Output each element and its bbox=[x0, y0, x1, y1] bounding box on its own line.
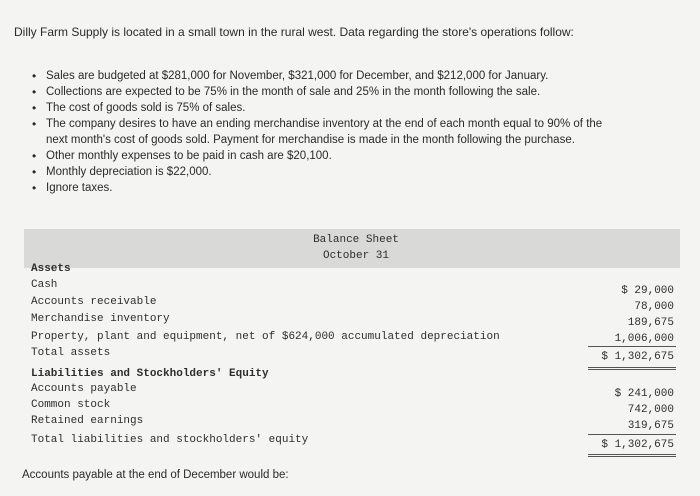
list-item: • Collections are expected to be 75% in the month of sale and 25% in the month following the sale. bbox=[30, 84, 650, 100]
accounts-receivable-label: Accounts receivable bbox=[31, 296, 157, 308]
total-liabilities-equity-label: Total liabilities and stockholders' equity bbox=[31, 434, 309, 446]
list-item: • The cost of goods sold is 75% of sales. bbox=[30, 100, 650, 116]
list-item: • Ignore taxes. bbox=[30, 180, 650, 196]
ppe-value: 1,006,000 bbox=[614, 333, 674, 345]
subtotal-rule bbox=[588, 346, 676, 347]
assumption-list bbox=[30, 68, 650, 196]
assets-heading: Assets bbox=[31, 263, 71, 275]
total-liabilities-equity-value: $ 1,302,675 bbox=[601, 439, 674, 451]
total-assets-label: Total assets bbox=[31, 347, 111, 359]
total-le-double-rule bbox=[588, 454, 676, 457]
subtotal-rule bbox=[588, 434, 676, 435]
balance-sheet-header bbox=[24, 229, 680, 268]
common-stock-label: Common stock bbox=[31, 399, 111, 411]
accounts-payable-value: $ 241,000 bbox=[614, 388, 674, 400]
accounts-payable-label: Accounts payable bbox=[31, 383, 137, 395]
total-assets-value: $ 1,302,675 bbox=[601, 351, 674, 363]
question-prompt: Accounts payable at the end of December would be: bbox=[22, 469, 289, 481]
balance-sheet-date: October 31 bbox=[322, 250, 389, 262]
balance-sheet-title: Balance Sheet bbox=[313, 234, 399, 246]
cash-value: $ 29,000 bbox=[621, 285, 674, 297]
list-item: • The company desires to have an ending merchandise inventory at the end of each month equal to 90% of the bbox=[30, 116, 650, 132]
total-assets-double-rule bbox=[588, 367, 676, 370]
list-item: • Sales are budgeted at $281,000 for November, $321,000 for December, and $212,000 for January. bbox=[30, 68, 650, 84]
retained-earnings-value: 319,675 bbox=[627, 420, 674, 432]
inventory-label: Merchandise inventory bbox=[31, 313, 170, 325]
list-item-continuation: next month's cost of goods sold. Payment for merchandise is made in the month following the purchase. bbox=[46, 134, 575, 146]
ppe-label: Property, plant and equipment, net of $624,000 accumulated depreciation bbox=[31, 331, 500, 343]
cash-label: Cash bbox=[31, 279, 58, 291]
retained-earnings-label: Retained earnings bbox=[31, 415, 144, 427]
balance-sheet bbox=[24, 229, 680, 459]
list-item: • Other monthly expenses to be paid in cash are $20,100. bbox=[30, 148, 650, 164]
problem-intro: Dilly Farm Supply is located in a small town in the rural west. Data regarding the store's operations follow: bbox=[14, 25, 574, 39]
inventory-value: 189,675 bbox=[627, 317, 674, 329]
common-stock-value: 742,000 bbox=[627, 404, 674, 416]
accounts-receivable-value: 78,000 bbox=[634, 301, 674, 313]
list-item: • Monthly depreciation is $22,000. bbox=[30, 164, 650, 180]
liabilities-heading: Liabilities and Stockholders' Equity bbox=[31, 368, 269, 380]
